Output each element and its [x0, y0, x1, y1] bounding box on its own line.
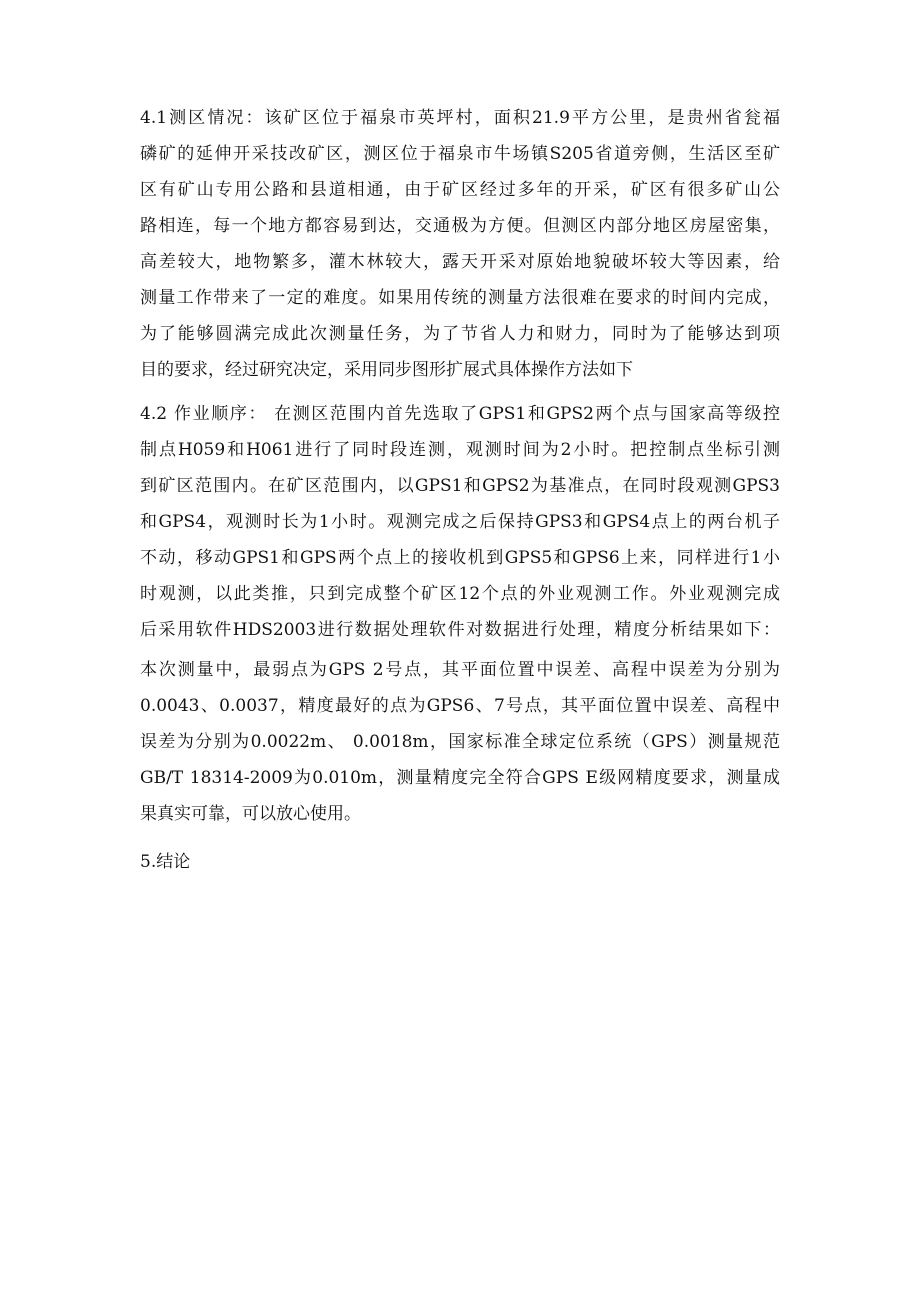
text-line: 和GPS4，观测时长为1小时。观测完成之后保持GPS3和GPS4点上的两台机子 — [140, 512, 780, 532]
text-line: 制点H059和H061进行了同时段连测，观测时间为2小时。把控制点坐标引测 — [140, 440, 780, 460]
text-line: 0.0043、0.0037，精度最好的点为GPS6、7号点，其平面位置中误差、高程中 — [140, 696, 780, 716]
text-line: 高差较大，地物繁多，灌木林较大，露天开采对原始地貌破坏较大等因素，给 — [140, 252, 780, 272]
text-line: 4.2 作业顺序： 在测区范围内首先选取了GPS1和GPS2两个点与国家高等级控 — [140, 404, 780, 424]
document-page — [140, 100, 780, 888]
text-line: 本次测量中，最弱点为GPS 2号点，其平面位置中误差、高程中误差为分别为 — [140, 660, 780, 680]
text-line: GB/T 18314-2009为0.010m，测量精度完全符合GPS E级网精度要求，测量成 — [140, 768, 780, 788]
text-line: 到矿区范围内。在矿区范围内，以GPS1和GPS2为基准点，在同时段观测GPS3 — [140, 476, 780, 496]
text-line: 为了能够圆满完成此次测量任务，为了节省人力和财力，同时为了能够达到项 — [140, 324, 780, 344]
paragraph-survey-area — [140, 100, 780, 388]
section-heading-conclusion — [140, 844, 780, 880]
text-line: 时观测，以此类推，只到完成整个矿区12个点的外业观测工作。外业观测完成 — [140, 584, 780, 604]
text-line: 误差为分别为0.0022m、 0.0018m，国家标准全球定位系统（GPS）测量规范 — [140, 732, 780, 752]
text-line: 4.1测区情况：该矿区位于福泉市英坪村，面积21.9平方公里，是贵州省瓮福 — [140, 108, 780, 128]
text-line: 测量工作带来了一定的难度。如果用传统的测量方法很难在要求的时间内完成， — [140, 288, 780, 308]
text-line: 磷矿的延伸开采技改矿区，测区位于福泉市牛场镇S205省道旁侧，生活区至矿 — [140, 144, 780, 164]
section-heading-text: 5.结论 — [140, 852, 191, 872]
text-line: 果真实可靠，可以放心使用。 — [140, 804, 361, 824]
text-line: 不动，移动GPS1和GPS两个点上的接收机到GPS5和GPS6上来，同样进行1小 — [140, 548, 780, 568]
text-line: 区有矿山专用公路和县道相通，由于矿区经过多年的开采，矿区有很多矿山公 — [140, 180, 780, 200]
paragraph-work-sequence — [140, 396, 780, 648]
text-line: 目的要求，经过研究决定，采用同步图形扩展式具体操作方法如下 — [140, 360, 633, 380]
text-line: 路相连，每一个地方都容易到达，交通极为方便。但测区内部分地区房屋密集， — [140, 216, 780, 236]
text-line: 后采用软件HDS2003进行数据处理软件对数据进行处理，精度分析结果如下： — [140, 620, 780, 640]
paragraph-precision-results — [140, 652, 780, 832]
